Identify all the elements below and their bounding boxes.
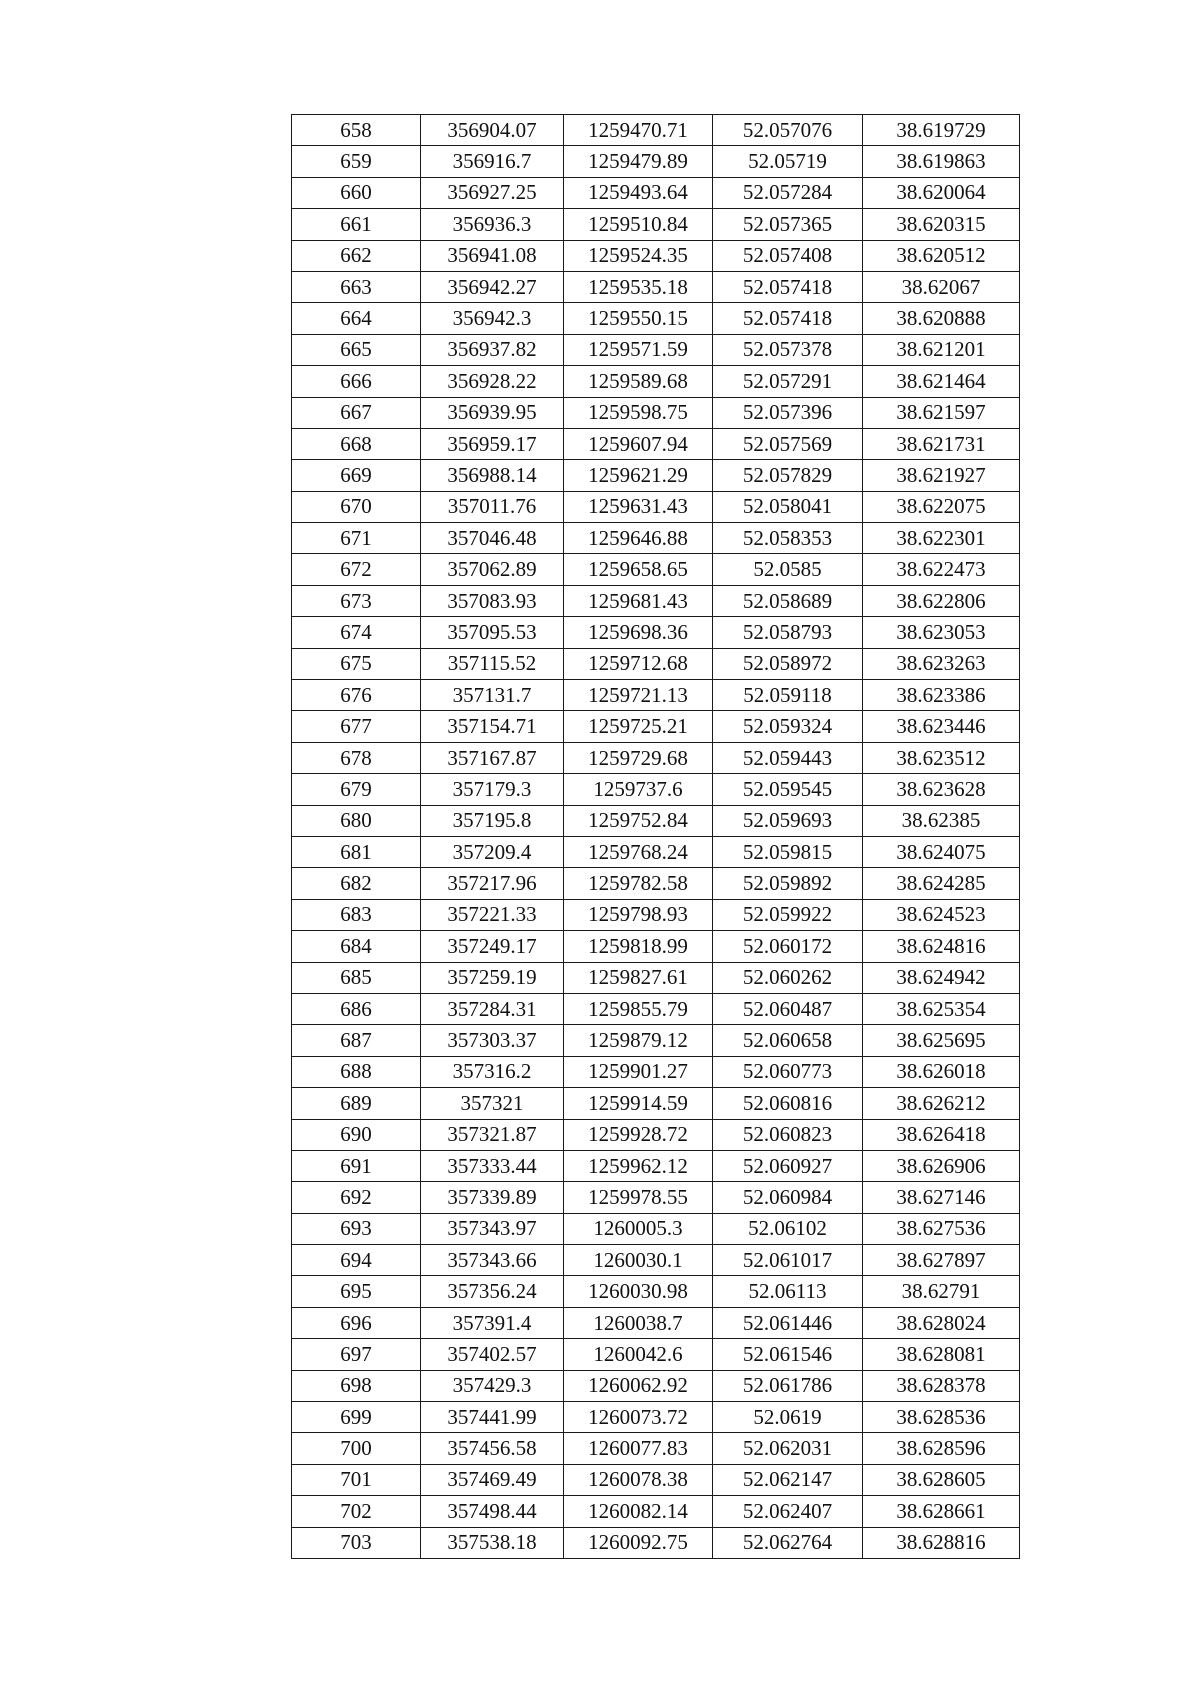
latitude-cell: 52.060823 (713, 1119, 863, 1150)
x-coordinate-cell: 357538.18 (421, 1527, 564, 1558)
latitude-cell: 52.059693 (713, 805, 863, 836)
y-coordinate-cell: 1259607.94 (564, 428, 713, 459)
table-row (292, 993, 1020, 1024)
point-number-cell: 701 (292, 1464, 421, 1495)
y-coordinate-cell: 1259571.59 (564, 334, 713, 365)
y-coordinate-cell: 1259712.68 (564, 648, 713, 679)
point-number-cell: 693 (292, 1213, 421, 1244)
point-number-cell: 665 (292, 334, 421, 365)
x-coordinate-cell: 357154.71 (421, 711, 564, 742)
table-row (292, 366, 1020, 397)
longitude-cell: 38.624523 (863, 899, 1020, 930)
latitude-cell: 52.061546 (713, 1339, 863, 1370)
longitude-cell: 38.623053 (863, 617, 1020, 648)
table-row (292, 491, 1020, 522)
point-number-cell: 702 (292, 1496, 421, 1527)
x-coordinate-cell: 357083.93 (421, 585, 564, 616)
point-number-cell: 668 (292, 428, 421, 459)
y-coordinate-cell: 1259646.88 (564, 523, 713, 554)
x-coordinate-cell: 357249.17 (421, 931, 564, 962)
x-coordinate-cell: 356988.14 (421, 460, 564, 491)
longitude-cell: 38.62791 (863, 1276, 1020, 1307)
y-coordinate-cell: 1259978.55 (564, 1182, 713, 1213)
longitude-cell: 38.622473 (863, 554, 1020, 585)
latitude-cell: 52.057829 (713, 460, 863, 491)
y-coordinate-cell: 1259470.71 (564, 115, 713, 146)
table-row (292, 1276, 1020, 1307)
latitude-cell: 52.057396 (713, 397, 863, 428)
point-number-cell: 663 (292, 271, 421, 302)
y-coordinate-cell: 1259524.35 (564, 240, 713, 271)
x-coordinate-cell: 356904.07 (421, 115, 564, 146)
x-coordinate-cell: 356942.27 (421, 271, 564, 302)
latitude-cell: 52.058793 (713, 617, 863, 648)
longitude-cell: 38.626018 (863, 1056, 1020, 1087)
x-coordinate-cell: 357498.44 (421, 1496, 564, 1527)
longitude-cell: 38.628536 (863, 1402, 1020, 1433)
point-number-cell: 674 (292, 617, 421, 648)
x-coordinate-cell: 357115.52 (421, 648, 564, 679)
point-number-cell: 673 (292, 585, 421, 616)
latitude-cell: 52.058353 (713, 523, 863, 554)
point-number-cell: 688 (292, 1056, 421, 1087)
point-number-cell: 699 (292, 1402, 421, 1433)
y-coordinate-cell: 1259729.68 (564, 742, 713, 773)
longitude-cell: 38.623446 (863, 711, 1020, 742)
longitude-cell: 38.621731 (863, 428, 1020, 459)
table-row (292, 1496, 1020, 1527)
table-row (292, 1119, 1020, 1150)
latitude-cell: 52.059892 (713, 868, 863, 899)
y-coordinate-cell: 1260073.72 (564, 1402, 713, 1433)
longitude-cell: 38.623386 (863, 680, 1020, 711)
latitude-cell: 52.059118 (713, 680, 863, 711)
x-coordinate-cell: 357221.33 (421, 899, 564, 930)
y-coordinate-cell: 1259658.65 (564, 554, 713, 585)
latitude-cell: 52.057418 (713, 303, 863, 334)
longitude-cell: 38.623263 (863, 648, 1020, 679)
latitude-cell: 52.060487 (713, 993, 863, 1024)
table-row (292, 334, 1020, 365)
y-coordinate-cell: 1259510.84 (564, 209, 713, 240)
point-number-cell: 691 (292, 1150, 421, 1181)
latitude-cell: 52.057284 (713, 177, 863, 208)
table-row (292, 585, 1020, 616)
point-number-cell: 664 (292, 303, 421, 334)
y-coordinate-cell: 1259818.99 (564, 931, 713, 962)
x-coordinate-cell: 357284.31 (421, 993, 564, 1024)
x-coordinate-cell: 357179.3 (421, 774, 564, 805)
point-number-cell: 675 (292, 648, 421, 679)
y-coordinate-cell: 1260082.14 (564, 1496, 713, 1527)
y-coordinate-cell: 1259479.89 (564, 146, 713, 177)
point-number-cell: 662 (292, 240, 421, 271)
longitude-cell: 38.619863 (863, 146, 1020, 177)
y-coordinate-cell: 1259589.68 (564, 366, 713, 397)
x-coordinate-cell: 357209.4 (421, 836, 564, 867)
x-coordinate-cell: 357343.97 (421, 1213, 564, 1244)
x-coordinate-cell: 357456.58 (421, 1433, 564, 1464)
latitude-cell: 52.06113 (713, 1276, 863, 1307)
y-coordinate-cell: 1259598.75 (564, 397, 713, 428)
table-row (292, 774, 1020, 805)
x-coordinate-cell: 357469.49 (421, 1464, 564, 1495)
longitude-cell: 38.622806 (863, 585, 1020, 616)
longitude-cell: 38.626906 (863, 1150, 1020, 1181)
y-coordinate-cell: 1260092.75 (564, 1527, 713, 1558)
point-number-cell: 686 (292, 993, 421, 1024)
x-coordinate-cell: 357429.3 (421, 1370, 564, 1401)
point-number-cell: 669 (292, 460, 421, 491)
point-number-cell: 660 (292, 177, 421, 208)
longitude-cell: 38.625354 (863, 993, 1020, 1024)
point-number-cell: 659 (292, 146, 421, 177)
point-number-cell: 692 (292, 1182, 421, 1213)
x-coordinate-cell: 357195.8 (421, 805, 564, 836)
longitude-cell: 38.627897 (863, 1245, 1020, 1276)
table-row (292, 1339, 1020, 1370)
point-number-cell: 697 (292, 1339, 421, 1370)
table-row (292, 711, 1020, 742)
point-number-cell: 666 (292, 366, 421, 397)
x-coordinate-cell: 357131.7 (421, 680, 564, 711)
longitude-cell: 38.626212 (863, 1088, 1020, 1119)
point-number-cell: 700 (292, 1433, 421, 1464)
x-coordinate-cell: 357321 (421, 1088, 564, 1119)
latitude-cell: 52.060658 (713, 1025, 863, 1056)
latitude-cell: 52.061017 (713, 1245, 863, 1276)
x-coordinate-cell: 357356.24 (421, 1276, 564, 1307)
table-row (292, 805, 1020, 836)
longitude-cell: 38.624075 (863, 836, 1020, 867)
x-coordinate-cell: 356939.95 (421, 397, 564, 428)
table-row (292, 1025, 1020, 1056)
table-row (292, 1056, 1020, 1087)
point-number-cell: 680 (292, 805, 421, 836)
longitude-cell: 38.620315 (863, 209, 1020, 240)
point-number-cell: 672 (292, 554, 421, 585)
table-row (292, 460, 1020, 491)
latitude-cell: 52.057365 (713, 209, 863, 240)
x-coordinate-cell: 357095.53 (421, 617, 564, 648)
longitude-cell: 38.628605 (863, 1464, 1020, 1495)
x-coordinate-cell: 357011.76 (421, 491, 564, 522)
y-coordinate-cell: 1260030.98 (564, 1276, 713, 1307)
longitude-cell: 38.624816 (863, 931, 1020, 962)
point-number-cell: 676 (292, 680, 421, 711)
longitude-cell: 38.621927 (863, 460, 1020, 491)
latitude-cell: 52.060927 (713, 1150, 863, 1181)
y-coordinate-cell: 1260005.3 (564, 1213, 713, 1244)
x-coordinate-cell: 356916.7 (421, 146, 564, 177)
longitude-cell: 38.62385 (863, 805, 1020, 836)
y-coordinate-cell: 1259698.36 (564, 617, 713, 648)
y-coordinate-cell: 1260078.38 (564, 1464, 713, 1495)
table-row (292, 648, 1020, 679)
table-row (292, 115, 1020, 146)
x-coordinate-cell: 357167.87 (421, 742, 564, 773)
table-row (292, 271, 1020, 302)
y-coordinate-cell: 1259782.58 (564, 868, 713, 899)
x-coordinate-cell: 357217.96 (421, 868, 564, 899)
longitude-cell: 38.623512 (863, 742, 1020, 773)
longitude-cell: 38.620888 (863, 303, 1020, 334)
latitude-cell: 52.0619 (713, 1402, 863, 1433)
table-row (292, 523, 1020, 554)
point-number-cell: 671 (292, 523, 421, 554)
longitude-cell: 38.625695 (863, 1025, 1020, 1056)
x-coordinate-cell: 357391.4 (421, 1307, 564, 1338)
point-number-cell: 687 (292, 1025, 421, 1056)
table-row (292, 617, 1020, 648)
y-coordinate-cell: 1259631.43 (564, 491, 713, 522)
longitude-cell: 38.624285 (863, 868, 1020, 899)
table-row (292, 146, 1020, 177)
longitude-cell: 38.621464 (863, 366, 1020, 397)
x-coordinate-cell: 357062.89 (421, 554, 564, 585)
x-coordinate-cell: 357402.57 (421, 1339, 564, 1370)
y-coordinate-cell: 1259879.12 (564, 1025, 713, 1056)
y-coordinate-cell: 1260042.6 (564, 1339, 713, 1370)
point-number-cell: 698 (292, 1370, 421, 1401)
y-coordinate-cell: 1259752.84 (564, 805, 713, 836)
table-row (292, 899, 1020, 930)
longitude-cell: 38.628596 (863, 1433, 1020, 1464)
x-coordinate-cell: 356937.82 (421, 334, 564, 365)
y-coordinate-cell: 1259928.72 (564, 1119, 713, 1150)
latitude-cell: 52.061786 (713, 1370, 863, 1401)
latitude-cell: 52.06102 (713, 1213, 863, 1244)
coordinates-table-body (292, 115, 1020, 1559)
longitude-cell: 38.62067 (863, 271, 1020, 302)
point-number-cell: 703 (292, 1527, 421, 1558)
point-number-cell: 681 (292, 836, 421, 867)
y-coordinate-cell: 1259535.18 (564, 271, 713, 302)
x-coordinate-cell: 357333.44 (421, 1150, 564, 1181)
point-number-cell: 685 (292, 962, 421, 993)
table-row (292, 836, 1020, 867)
x-coordinate-cell: 356936.3 (421, 209, 564, 240)
y-coordinate-cell: 1259855.79 (564, 993, 713, 1024)
point-number-cell: 661 (292, 209, 421, 240)
point-number-cell: 684 (292, 931, 421, 962)
table-row (292, 209, 1020, 240)
latitude-cell: 52.062407 (713, 1496, 863, 1527)
longitude-cell: 38.626418 (863, 1119, 1020, 1150)
point-number-cell: 670 (292, 491, 421, 522)
latitude-cell: 52.062031 (713, 1433, 863, 1464)
latitude-cell: 52.060773 (713, 1056, 863, 1087)
x-coordinate-cell: 357303.37 (421, 1025, 564, 1056)
latitude-cell: 52.058689 (713, 585, 863, 616)
table-row (292, 742, 1020, 773)
longitude-cell: 38.620512 (863, 240, 1020, 271)
latitude-cell: 52.059443 (713, 742, 863, 773)
table-row (292, 177, 1020, 208)
y-coordinate-cell: 1259798.93 (564, 899, 713, 930)
point-number-cell: 696 (292, 1307, 421, 1338)
longitude-cell: 38.620064 (863, 177, 1020, 208)
table-row (292, 1527, 1020, 1558)
longitude-cell: 38.622301 (863, 523, 1020, 554)
latitude-cell: 52.059324 (713, 711, 863, 742)
longitude-cell: 38.624942 (863, 962, 1020, 993)
table-row (292, 1370, 1020, 1401)
longitude-cell: 38.628024 (863, 1307, 1020, 1338)
longitude-cell: 38.628081 (863, 1339, 1020, 1370)
point-number-cell: 689 (292, 1088, 421, 1119)
point-number-cell: 667 (292, 397, 421, 428)
table-row (292, 1464, 1020, 1495)
y-coordinate-cell: 1259737.6 (564, 774, 713, 805)
x-coordinate-cell: 357339.89 (421, 1182, 564, 1213)
x-coordinate-cell: 356927.25 (421, 177, 564, 208)
x-coordinate-cell: 357259.19 (421, 962, 564, 993)
table-row (292, 1182, 1020, 1213)
y-coordinate-cell: 1259681.43 (564, 585, 713, 616)
latitude-cell: 52.057291 (713, 366, 863, 397)
x-coordinate-cell: 356942.3 (421, 303, 564, 334)
x-coordinate-cell: 356959.17 (421, 428, 564, 459)
table-row (292, 554, 1020, 585)
y-coordinate-cell: 1259768.24 (564, 836, 713, 867)
point-number-cell: 683 (292, 899, 421, 930)
point-number-cell: 678 (292, 742, 421, 773)
longitude-cell: 38.621201 (863, 334, 1020, 365)
y-coordinate-cell: 1259901.27 (564, 1056, 713, 1087)
x-coordinate-cell: 357316.2 (421, 1056, 564, 1087)
latitude-cell: 52.05719 (713, 146, 863, 177)
table-row (292, 1433, 1020, 1464)
latitude-cell: 52.058972 (713, 648, 863, 679)
y-coordinate-cell: 1259827.61 (564, 962, 713, 993)
table-row (292, 428, 1020, 459)
table-row (292, 931, 1020, 962)
y-coordinate-cell: 1259621.29 (564, 460, 713, 491)
latitude-cell: 52.057378 (713, 334, 863, 365)
y-coordinate-cell: 1259962.12 (564, 1150, 713, 1181)
longitude-cell: 38.619729 (863, 115, 1020, 146)
y-coordinate-cell: 1259550.15 (564, 303, 713, 334)
table-row (292, 868, 1020, 899)
longitude-cell: 38.628661 (863, 1496, 1020, 1527)
x-coordinate-cell: 356941.08 (421, 240, 564, 271)
y-coordinate-cell: 1259914.59 (564, 1088, 713, 1119)
y-coordinate-cell: 1260030.1 (564, 1245, 713, 1276)
y-coordinate-cell: 1260038.7 (564, 1307, 713, 1338)
y-coordinate-cell: 1259493.64 (564, 177, 713, 208)
point-number-cell: 682 (292, 868, 421, 899)
point-number-cell: 677 (292, 711, 421, 742)
y-coordinate-cell: 1260077.83 (564, 1433, 713, 1464)
latitude-cell: 52.0585 (713, 554, 863, 585)
table-row (292, 1088, 1020, 1119)
latitude-cell: 52.062764 (713, 1527, 863, 1558)
table-row (292, 680, 1020, 711)
latitude-cell: 52.057418 (713, 271, 863, 302)
latitude-cell: 52.060172 (713, 931, 863, 962)
longitude-cell: 38.628378 (863, 1370, 1020, 1401)
table-row (292, 1245, 1020, 1276)
y-coordinate-cell: 1259725.21 (564, 711, 713, 742)
point-number-cell: 690 (292, 1119, 421, 1150)
y-coordinate-cell: 1259721.13 (564, 680, 713, 711)
table-row (292, 962, 1020, 993)
table-row (292, 1150, 1020, 1181)
latitude-cell: 52.058041 (713, 491, 863, 522)
latitude-cell: 52.059545 (713, 774, 863, 805)
latitude-cell: 52.057408 (713, 240, 863, 271)
x-coordinate-cell: 357046.48 (421, 523, 564, 554)
latitude-cell: 52.057569 (713, 428, 863, 459)
x-coordinate-cell: 357321.87 (421, 1119, 564, 1150)
longitude-cell: 38.622075 (863, 491, 1020, 522)
table-row (292, 240, 1020, 271)
table-row (292, 303, 1020, 334)
point-number-cell: 694 (292, 1245, 421, 1276)
table-row (292, 397, 1020, 428)
longitude-cell: 38.621597 (863, 397, 1020, 428)
longitude-cell: 38.623628 (863, 774, 1020, 805)
coordinates-table (291, 114, 1020, 1559)
latitude-cell: 52.060262 (713, 962, 863, 993)
point-number-cell: 695 (292, 1276, 421, 1307)
point-number-cell: 679 (292, 774, 421, 805)
x-coordinate-cell: 357343.66 (421, 1245, 564, 1276)
table-row (292, 1213, 1020, 1244)
longitude-cell: 38.628816 (863, 1527, 1020, 1558)
longitude-cell: 38.627146 (863, 1182, 1020, 1213)
latitude-cell: 52.060816 (713, 1088, 863, 1119)
latitude-cell: 52.059922 (713, 899, 863, 930)
x-coordinate-cell: 356928.22 (421, 366, 564, 397)
latitude-cell: 52.057076 (713, 115, 863, 146)
latitude-cell: 52.061446 (713, 1307, 863, 1338)
latitude-cell: 52.059815 (713, 836, 863, 867)
y-coordinate-cell: 1260062.92 (564, 1370, 713, 1401)
latitude-cell: 52.062147 (713, 1464, 863, 1495)
point-number-cell: 658 (292, 115, 421, 146)
table-row (292, 1307, 1020, 1338)
x-coordinate-cell: 357441.99 (421, 1402, 564, 1433)
table-row (292, 1402, 1020, 1433)
longitude-cell: 38.627536 (863, 1213, 1020, 1244)
latitude-cell: 52.060984 (713, 1182, 863, 1213)
